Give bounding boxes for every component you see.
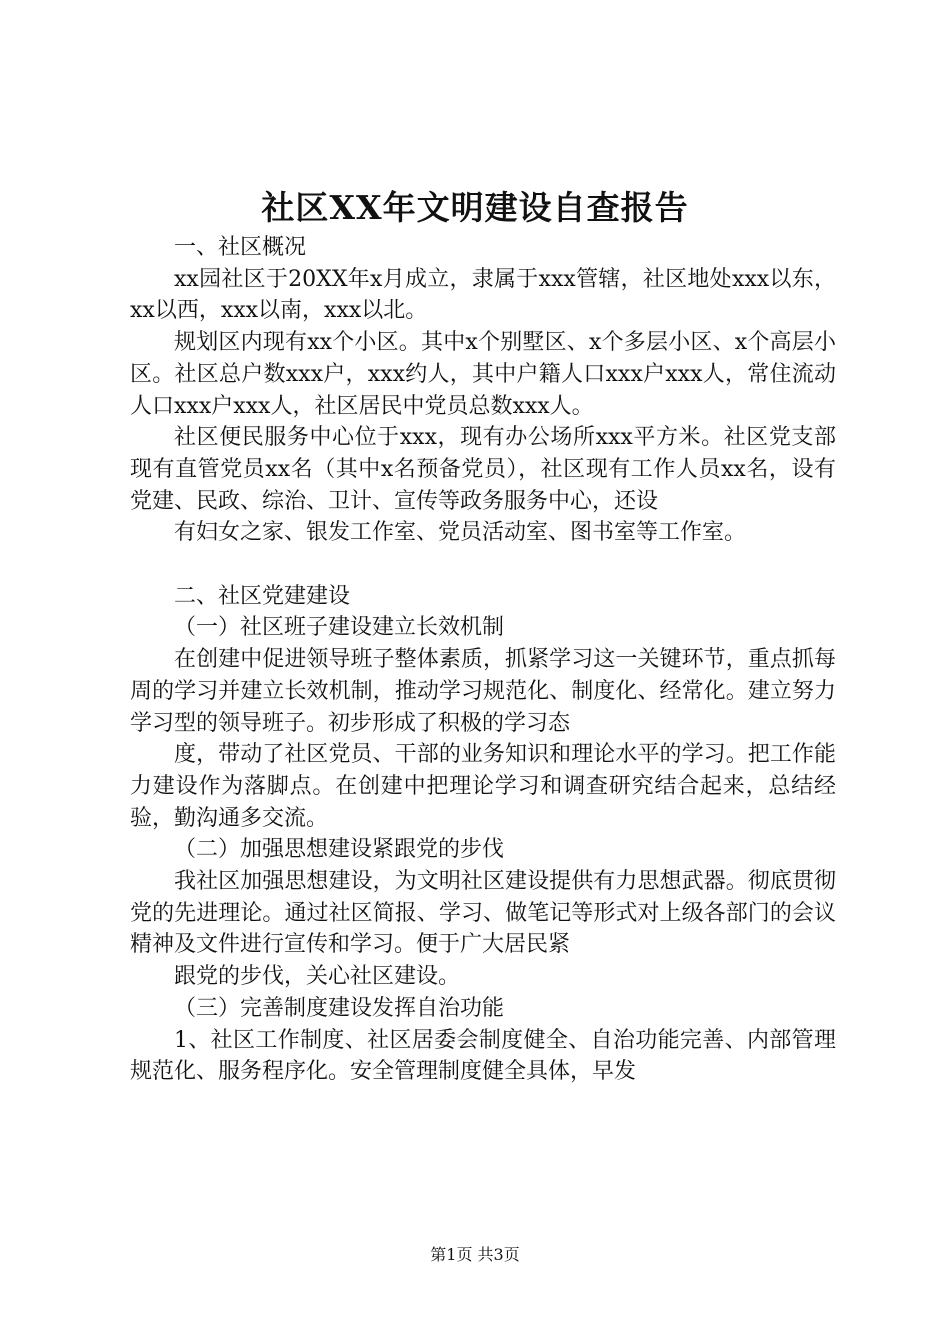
paragraph: 规划区内现有xx个小区。其中x个别墅区、x个多层小区、x个高层小区。社区总户数xxx户，xxx约人，其中户籍人口xxx户xxx人，常住流动人口xxx户xxx人，社区居民中党员总数xxx人。 <box>130 330 836 419</box>
document-body <box>130 232 836 1088</box>
blank-line <box>130 549 836 581</box>
section-heading: 一、社区概况 <box>174 235 307 260</box>
paragraph: 跟党的步伐，关心社区建设。 <box>174 964 461 990</box>
paragraph: 在创建中促进领导班子整体素质，抓紧学习这一关键环节，重点抓每周的学习并建立长效机制，推动学习规范化、制度化、经常化。建立努力学习型的领导班子。初步形成了积极的学习态 <box>130 647 836 736</box>
subsection-heading: （一）社区班子建设建立长效机制 <box>174 615 505 641</box>
section-heading: 二、社区党建建设 <box>174 583 351 609</box>
subsection-heading: （二）加强思想建设紧跟党的步伐 <box>174 837 505 863</box>
paragraph: 有妇女之家、银发工作室、党员活动室、图书室等工作室。 <box>174 520 747 546</box>
paragraph: xx园社区于20XX年x月成立，隶属于xxx管辖，社区地处xxx以东，xx以西，xxx以南，xxx以北。 <box>130 266 836 324</box>
paragraph: 1、社区工作制度、社区居委会制度健全、自治功能完善、内部管理规范化、服务程序化。安全管理制度健全具体，早发 <box>130 1027 836 1085</box>
subsection-heading: （三）完善制度建设发挥自治功能 <box>174 995 505 1021</box>
document-title: 社区XX年文明建设自查报告 <box>261 188 689 227</box>
paragraph: 度，带动了社区党员、干部的业务知识和理论水平的学习。把工作能力建设作为落脚点。在创建中把理论学习和调查研究结合起来，总结经验，勤沟通多交流。 <box>130 742 836 831</box>
paragraph: 我社区加强思想建设，为文明社区建设提供有力思想武器。彻底贯彻党的先进理论。通过社区简报、学习、做笔记等形式对上级各部门的会议精神及文件进行宣传和学习。便于广大居民紧 <box>130 869 836 958</box>
paragraph: 社区便民服务中心位于xxx，现有办公场所xxx平方米。社区党支部现有直管党员xx名（其中x名预备党员），社区现有工作人员xx名，设有党建、民政、综治、卫计、宣传等政务服务中心，还设 <box>130 425 836 514</box>
page-number: 第1页 共3页 <box>430 1245 520 1264</box>
